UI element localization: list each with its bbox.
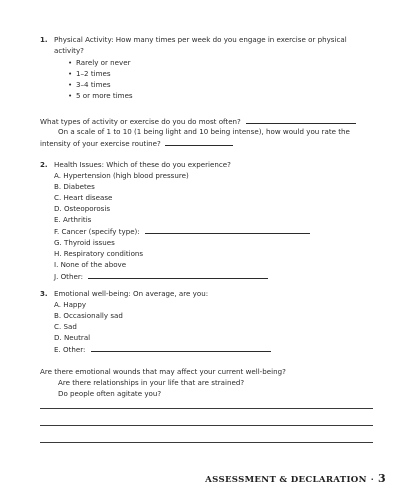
- option-item[interactable]: C. Heart disease: [54, 193, 113, 202]
- option-item[interactable]: J. Other:: [54, 272, 84, 281]
- exercise-intensity-blank[interactable]: [165, 137, 233, 146]
- option-item-with-blank: [54, 225, 375, 237]
- answer-line[interactable]: [40, 408, 373, 409]
- option-list: [68, 57, 375, 101]
- page-number: 3: [378, 472, 386, 485]
- footer-separator: ·: [370, 475, 375, 485]
- health-other-blank[interactable]: [88, 270, 268, 279]
- option-item[interactable]: A. Hypertension (high blood pressure): [54, 171, 189, 180]
- exercise-types-text: What types of activity or exercise do you do most often?: [40, 117, 241, 126]
- page-footer: [205, 473, 386, 486]
- question-number: 3.: [40, 289, 48, 298]
- relationships-question: Are there relationships in your life that are strained?: [58, 378, 245, 387]
- option-item[interactable]: • Rarely or never: [68, 57, 375, 68]
- question-health-issues: [40, 159, 375, 282]
- emotional-other-blank[interactable]: [91, 343, 271, 352]
- option-item[interactable]: I. None of the above: [54, 260, 127, 269]
- option-item[interactable]: E. Other:: [54, 345, 86, 354]
- option-item[interactable]: D. Neutral: [54, 333, 91, 342]
- question-number: 2.: [40, 160, 48, 169]
- option-item[interactable]: • 5 or more times: [68, 90, 375, 101]
- option-item[interactable]: B. Diabetes: [54, 182, 95, 191]
- question-prompt: Health Issues: Which of these do you experience?: [54, 160, 231, 169]
- question-number: 1.: [40, 35, 48, 44]
- question-physical-activity: [40, 34, 375, 101]
- option-item[interactable]: • 1–2 times: [68, 68, 375, 79]
- question-prompt: Physical Activity: How many times per week do you engage in exercise or physical activity?: [54, 35, 347, 55]
- cancer-type-blank[interactable]: [145, 225, 310, 234]
- question-prompt: Emotional well-being: On average, are you:: [54, 289, 209, 298]
- option-item[interactable]: F. Cancer (specify type):: [54, 227, 140, 236]
- question-emotional-wellbeing: [40, 288, 375, 355]
- option-item[interactable]: C. Sad: [54, 322, 77, 331]
- option-item[interactable]: D. Osteoporosis: [54, 204, 111, 213]
- exercise-types-blank[interactable]: [246, 115, 356, 124]
- option-item[interactable]: A. Happy: [54, 300, 87, 309]
- answer-line[interactable]: [40, 442, 373, 443]
- exercise-intensity-question: [40, 126, 375, 149]
- option-item[interactable]: E. Arthritis: [54, 215, 92, 224]
- section-title: ASSESSMENT & DECLARATION: [205, 475, 367, 485]
- option-item[interactable]: B. Occasionally sad: [54, 311, 123, 320]
- option-item[interactable]: G. Thyroid issues: [54, 238, 115, 247]
- exercise-intensity-text: On a scale of 1 to 10 (1 being light and 10 being intense), how would you rate the intensity of your exercise routine?: [40, 127, 350, 148]
- option-item-with-blank: [54, 343, 375, 355]
- agitation-question: Do people often agitate you?: [58, 389, 162, 398]
- option-item[interactable]: • 3–4 times: [68, 79, 375, 90]
- emotional-wounds-section: [40, 366, 375, 399]
- answer-line[interactable]: [40, 425, 373, 426]
- wounds-question: Are there emotional wounds that may affect your current well-being?: [40, 367, 286, 376]
- option-item[interactable]: H. Respiratory conditions: [54, 249, 144, 258]
- option-item-with-blank: [54, 270, 375, 282]
